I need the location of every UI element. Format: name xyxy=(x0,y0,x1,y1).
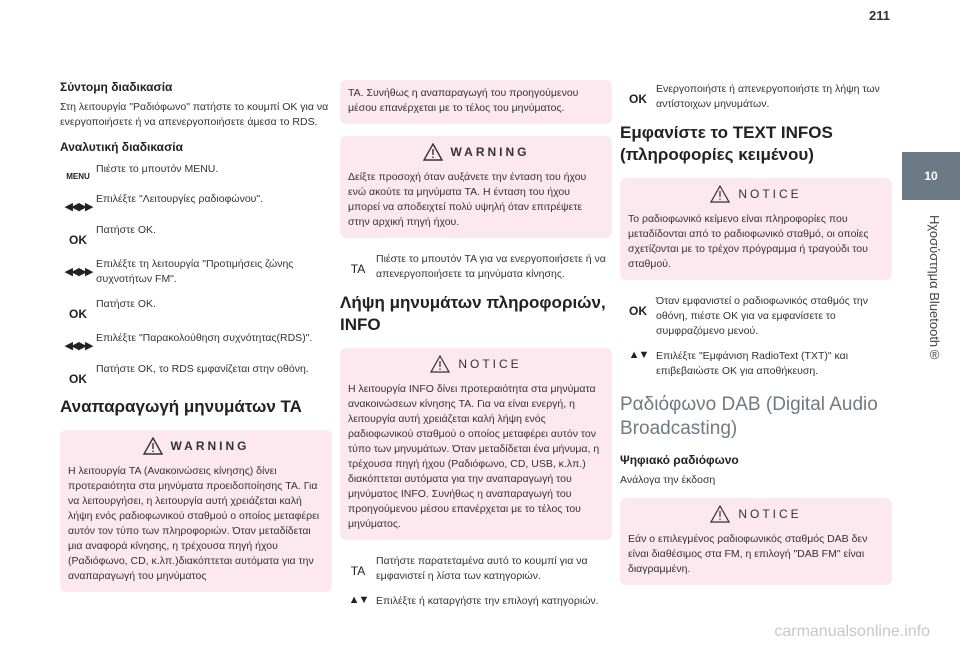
step xyxy=(620,80,892,112)
ta-button-icon: TA xyxy=(350,262,366,276)
step xyxy=(60,255,332,287)
notice-triangle-icon xyxy=(710,505,730,523)
warning-header xyxy=(348,142,604,162)
step-text: Όταν εμφανιστεί ο ραδιοφωνικός σταθμός την οθόνη, πιέστε OK για να εμφανίσετε το συμφραζόμενο μενού. xyxy=(656,295,868,337)
notice-box xyxy=(620,178,892,280)
warning-box xyxy=(60,430,332,592)
short-procedure-text: Στη λειτουργία "Ραδιόφωνο" πατήστε το κουμπί OK για να ενεργοποιήσετε ή να απενεργοποιήσετε άμεσα το RDS. xyxy=(60,101,329,128)
column-3 xyxy=(620,80,892,597)
notice-header xyxy=(628,504,884,524)
step-text: Πιέστε το μπουτόν TA για να ενεργοποιήσετε ή να απενεργοποιήσετε τα μηνύματα κίνησης. xyxy=(376,253,606,280)
chapter-title: Ηχοσύστημα Bluetooth® xyxy=(927,215,942,363)
chapter-number: 10 xyxy=(902,152,960,200)
step-text: Πιέστε το μπουτόν MENU. xyxy=(96,163,219,175)
notice-box xyxy=(340,348,612,540)
step xyxy=(620,347,892,379)
column-2 xyxy=(340,80,612,622)
step xyxy=(60,160,332,182)
short-procedure-title: Σύντομη διαδικασία xyxy=(60,80,173,94)
step xyxy=(60,329,332,352)
step-text: Πατήστε OK. xyxy=(96,298,156,310)
digital-radio-text: Ανάλογα την έκδοση xyxy=(620,474,716,486)
warning-triangle-icon xyxy=(423,143,443,161)
step xyxy=(340,592,612,614)
left-right-arrows-icon: ◀◀ ▶▶ xyxy=(64,266,92,278)
ok-button-icon: OK xyxy=(69,233,87,247)
step xyxy=(60,190,332,213)
notice-triangle-icon xyxy=(710,185,730,203)
ok-button-icon: OK xyxy=(629,304,647,318)
left-right-arrows-icon: ◀◀ ▶▶ xyxy=(64,340,92,352)
detailed-procedure-title: Αναλυτική διαδικασία xyxy=(60,140,183,154)
digital-radio-title: Ψηφιακό ραδιόφωνο xyxy=(620,453,739,467)
chapter-tab xyxy=(902,0,960,649)
info-section-title: Λήψη μηνυμάτων πληροφοριών, INFO xyxy=(340,293,606,334)
warning-continuation-box xyxy=(340,80,612,124)
step xyxy=(340,250,612,282)
notice-triangle-icon xyxy=(430,355,450,373)
notice-text: Εάν ο επιλεγμένος ραδιοφωνικός σταθμός DAB δεν είναι διαθέσιμος στα FM, η επιλογή "DAB FM" είναι διαγραμμένη. xyxy=(628,533,868,575)
dab-section-title: Ραδιόφωνο DAB (Digital Audio Broadcasting) xyxy=(620,394,878,439)
step-text: Επιλέξτε τη λειτουργία "Προτιμήσεις ζώνης συχνοτήτων FM". xyxy=(96,258,294,285)
notice-box xyxy=(620,498,892,585)
warning-label: WARNING xyxy=(170,439,250,453)
ok-button-icon: OK xyxy=(629,92,647,106)
page-number: 211 xyxy=(869,8,890,23)
warning-box xyxy=(340,136,612,238)
step xyxy=(340,552,612,584)
ok-button-icon: OK xyxy=(69,307,87,321)
ok-button-icon: OK xyxy=(69,372,87,386)
ta-button-icon: TA xyxy=(350,564,366,578)
warning-text: Δείξτε προσοχή όταν αυξάνετε την ένταση του ήχου ενώ ακούτε τα μηνύματα TA. Η ένταση του ήχου μπορεί να αποδειχτεί πολύ υψηλή όταν επιτρέψετε στην αρχική πηγή ήχου. xyxy=(348,171,587,228)
left-right-arrows-icon: ◀◀ ▶▶ xyxy=(64,201,92,213)
warning-header xyxy=(68,436,324,456)
notice-label: NOTICE xyxy=(738,187,802,201)
notice-header xyxy=(628,184,884,204)
warning-text: Η λειτουργία TA (Ανακοινώσεις κίνησης) δίνει προτεραιότητα στα μηνύματα προειδοποίησης TA. Για να λειτουργήσει, η λειτουργία αυτή χρειάζεται καλή λήψη ενός ραδιοφωνικού σταθμού ο οποίος μεταφέρει αυτόν τον τύπο των πληροφοριών. Όταν μεταδίδεται μια αναφορά κίνησης, η τρέχουσα πηγή ήχου (Ραδιόφωνο, CD, κ.λπ.)διακόπτεται αυτόματα για την αναπαραγωγή του μηνύματος xyxy=(68,465,320,582)
notice-text: Το ραδιοφωνικό κείμενο είναι πληροφορίες που μεταδίδονται από το ραδιοφωνικό σταθμό, οι οποίες σχετίζονται με το τρέχον πρόγραμμα ή τραγούδι του σταθμού. xyxy=(628,213,869,270)
step-text: Πατήστε παρατεταμένα αυτό το κουμπί για να εμφανιστεί η λίστα των κατηγοριών. xyxy=(376,555,588,582)
step xyxy=(60,360,332,386)
step-text: Ενεργοποιήστε ή απενεργοποιήστε τη λήψη των αντίστοιχων μηνυμάτων. xyxy=(656,83,880,110)
step xyxy=(60,221,332,247)
column-1 xyxy=(60,80,332,604)
step-text: Επιλέξτε "Παρακολούθηση συχνότητας(RDS)". xyxy=(96,332,313,344)
step xyxy=(60,295,332,321)
warning-triangle-icon xyxy=(143,437,163,455)
notice-text: Η λειτουργία INFO δίνει προτεραιότητα στα μηνύματα ανακοινώσεων κίνησης TA. Για να είναι ενεργή, η λειτουργία αυτή χρειάζεται καλή λήψη ενός ραδιοφωνικού σταθμού ο οποίος μεταφέρει αυτόν τον τύπο των μηνυμάτων. Όταν μεταδίδεται ένα μήνυμα, η τρέχουσα πηγή ήχου (Ραδιόφωνο, CD, USB, κ.λπ.) διακόπτεται αυτόματα για την αναπαραγωγή του μηνύματος INFO. Συνήθως η αναπαραγωγή του προηγούμενου μέσου επανέρχεται με το τέλος του μηνύματος. xyxy=(348,383,600,530)
step-text: Πατήστε OK, το RDS εμφανίζεται στην οθόνη. xyxy=(96,363,309,375)
ta-section-title: Αναπαραγωγή μηνυμάτων TA xyxy=(60,397,302,416)
notice-header xyxy=(348,354,604,374)
step-text: Πατήστε OK. xyxy=(96,224,156,236)
step xyxy=(620,292,892,339)
up-down-arrows-icon: ▲ ▼ xyxy=(628,349,648,361)
step-text: Επιλέξτε "Εμφάνιση RadioText (TXT)" και επιβεβαιώστε OK για αποθήκευση. xyxy=(656,350,849,377)
step-text: Επιλέξτε ή καταργήστε την επιλογή κατηγοριών. xyxy=(376,595,599,607)
step-text: Επιλέξτε "Λειτουργίες ραδιοφώνου". xyxy=(96,193,264,205)
text-info-section-title: Εμφανίστε το TEXT INFOS (πληροφορίες κειμένου) xyxy=(620,123,833,164)
up-down-arrows-icon: ▲ ▼ xyxy=(348,594,368,606)
warning-continuation-text: TA. Συνήθως η αναπαραγωγή του προηγούμενου μέσου επανέρχεται με το τέλος του μηνύματος. xyxy=(348,87,579,114)
detailed-steps xyxy=(60,160,332,386)
notice-label: NOTICE xyxy=(738,507,802,521)
menu-button-icon: MENU xyxy=(66,172,90,181)
watermark: carmanualsonline.info xyxy=(774,623,930,640)
notice-label: NOTICE xyxy=(458,357,522,371)
warning-label: WARNING xyxy=(450,145,530,159)
